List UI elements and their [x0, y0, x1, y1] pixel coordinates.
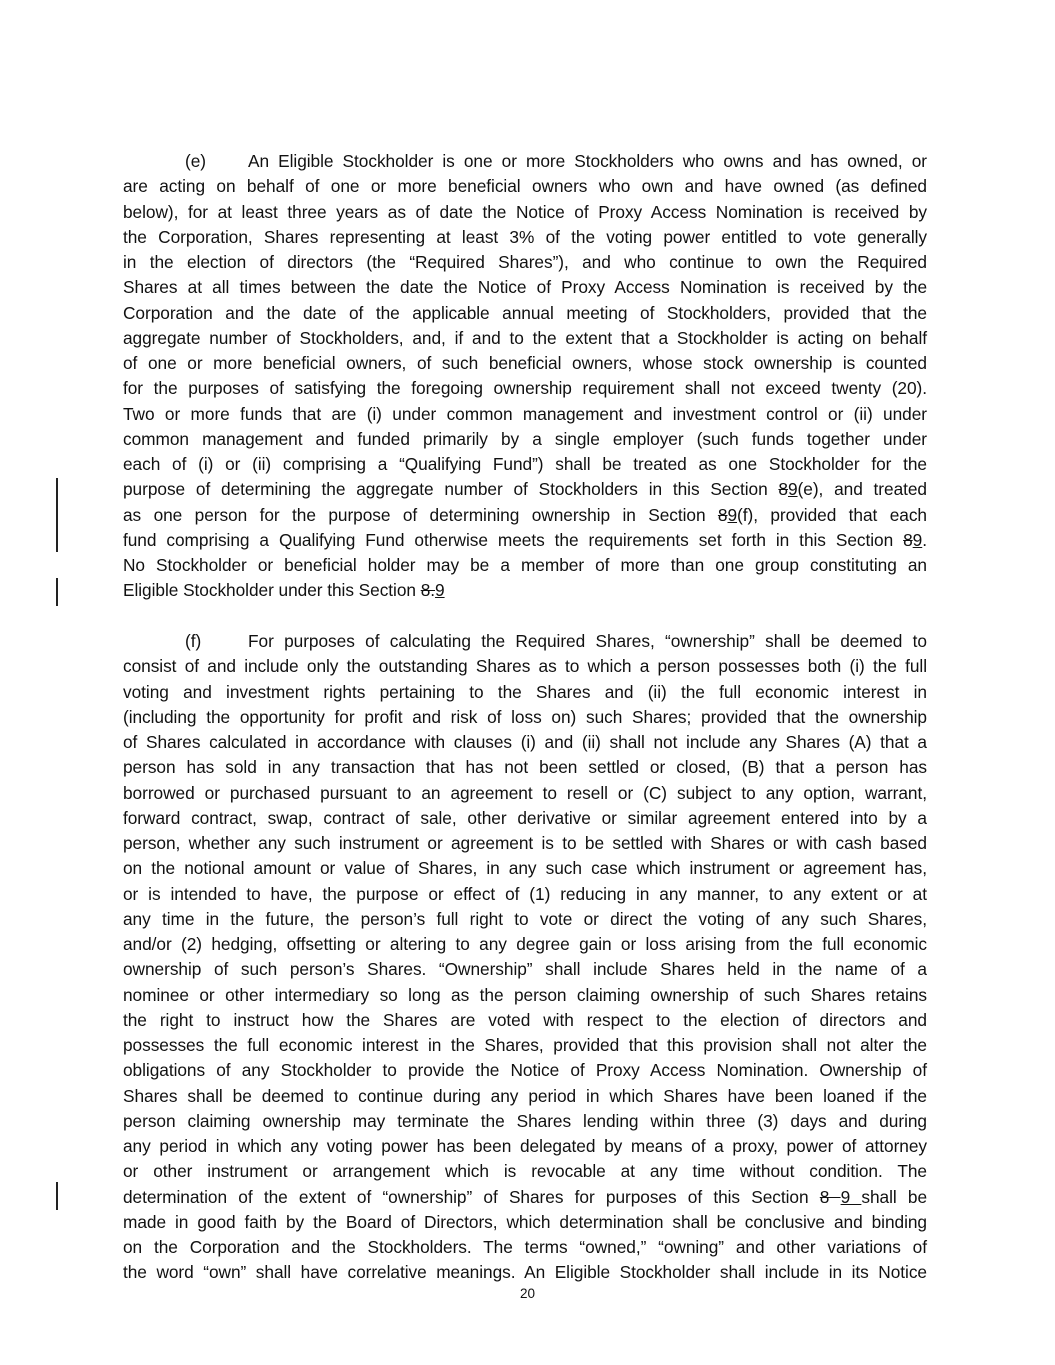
text-line: each of (i) or (ii) comprising a “Qualifying Fund”) shall be treated as one Stockholder for the: [123, 454, 927, 474]
text-line: possesses the full economic interest in the Shares, provided that this provision shall not alter the: [123, 1035, 927, 1055]
text-line: person, whether any such instrument or agreement is to be settled with Shares or with cash based: [123, 833, 927, 853]
text-line: Two or more funds that are (i) under common management and investment control or (ii) under: [123, 403, 927, 424]
text-line: consist of and include only the outstanding Shares as to which a person possesses both (i) the full: [123, 656, 927, 677]
inserted-text: 9: [912, 529, 923, 550]
text-line: or is intended to have, the purpose or effect of (1) reducing in any manner, to any extent or at: [123, 883, 927, 904]
page-number: 20: [519, 1286, 536, 1301]
text-line: the right to instruct how the Shares are voted with respect to the election of directors and: [123, 1009, 927, 1030]
text-line: the word “own” shall have correlative meanings. An Eligible Stockholder shall include in its Notice: [123, 1262, 927, 1283]
text-line: Shares at all times between the date the Notice of Proxy Access Nomination is received by the: [123, 277, 927, 298]
text-line: voting and investment rights pertaining to the Shares and (ii) the full economic interest in: [123, 681, 927, 702]
text-line: aggregate number of Stockholders, and, if and to the extent that a Stockholder is acting on behalf: [123, 327, 927, 348]
text-line: obligations of any Stockholder to provide the Notice of Proxy Access Nomination. Ownership of: [123, 1060, 927, 1081]
text-line: of one or more beneficial owners, of such beneficial owners, whose stock ownership is counted: [123, 353, 927, 373]
text-line: below), for at least three years as of date the Notice of Proxy Access Nomination is received by: [123, 201, 927, 222]
text-line: borrowed or purchased pursuant to an agreement to resell or (C) subject to any option, warrant,: [123, 782, 927, 803]
text-line: any period in which any voting power has been delegated by means of a proxy, power of attorney: [123, 1136, 927, 1156]
text-line: (f) For purposes of calculating the Required Shares, “ownership” shall be deemed to: [123, 629, 927, 654]
text-line: or other instrument or arrangement which is revocable at any time without condition. The: [123, 1161, 927, 1182]
text-line: Eligible Stockholder under this Section 8.9: [123, 580, 445, 601]
inserted-text: 9: [727, 504, 738, 525]
text-line: forward contract, swap, contract of sale, other derivative or similar agreement entered into by a: [123, 807, 927, 828]
inserted-text: 9: [840, 1186, 862, 1207]
text-line: as one person for the purpose of determining ownership in Section 89(f), provided that each: [123, 504, 927, 525]
text-line: and/or (2) hedging, offsetting or altering to any degree gain or loss arising from the full economic: [123, 934, 927, 954]
text-line: ownership of such person’s Shares. “Ownership” shall include Shares held in the name of a: [123, 959, 927, 980]
text-line: person claiming ownership may terminate the Shares lending within three (3) days and during: [123, 1110, 927, 1131]
text-line: Shares shall be deemed to continue during any period in which Shares have been loaned if the: [123, 1085, 927, 1106]
inserted-text: 9: [435, 580, 445, 601]
text-line: person has sold in any transaction that has not been settled or closed, (B) that a person has: [123, 757, 927, 778]
text-line: the Corporation, Shares representing at least 3% of the voting power entitled to vote generally: [123, 226, 927, 247]
change-bar: [56, 578, 58, 606]
text-line: purpose of determining the aggregate number of Stockholders in this Section 89(e), and treated: [123, 479, 927, 500]
text-line: are acting on behalf of one or more beneficial owners who own and have owned (as defined: [123, 176, 927, 197]
change-bar: [56, 478, 58, 552]
text-line: (e) An Eligible Stockholder is one or more Stockholders who owns and has owned, or: [123, 149, 927, 174]
text-line: in the election of directors (the “Required Shares”), and who continue to own the Required: [123, 252, 927, 272]
paragraph-label: (f): [185, 631, 202, 651]
text-line: determination of the extent of “ownership” of Shares for purposes of this Section 8 9 shall be: [123, 1186, 928, 1207]
text-line: of Shares calculated in accordance with clauses (i) and (ii) shall not include any Shares (A) that a: [123, 732, 927, 752]
deleted-text: 8: [903, 529, 913, 550]
text-line: No Stockholder or beneficial holder may be a member of more than one group constituting an: [123, 555, 927, 575]
text-line: on the notional amount or value of Shares, in any such case which instrument or agreement has,: [123, 858, 927, 879]
paragraph-e: [123, 149, 927, 604]
deleted-text: 8: [819, 1186, 841, 1207]
text-line: common management and funded primarily by a single employer (such funds together under: [123, 428, 927, 449]
text-line: Corporation and the date of the applicable annual meeting of Stockholders, provided that the: [123, 302, 927, 323]
text-line: any time in the future, the person’s full right to vote or direct the voting of any such Shares,: [123, 908, 927, 929]
text-line: fund comprising a Qualifying Fund otherwise meets the requirements set forth in this Section 89.: [123, 529, 927, 550]
text-line: for the purposes of satisfying the foregoing ownership requirement shall not exceed twenty (20).: [123, 378, 927, 399]
text-line: nominee or other intermediary so long as the person claiming ownership of such Shares retains: [123, 984, 927, 1005]
text-line: made in good faith by the Board of Directors, which determination shall be conclusive and binding: [123, 1211, 927, 1232]
deleted-text: 8: [778, 479, 788, 500]
deleted-text: 8.: [420, 580, 436, 601]
text-line: (including the opportunity for profit and risk of loss on) such Shares; provided that the ownership: [123, 706, 927, 727]
paragraph-f: [123, 629, 927, 1286]
text-line: on the Corporation and the Stockholders. The terms “owned,” “owning” and other variations of: [123, 1237, 927, 1257]
deleted-text: 8: [717, 504, 728, 525]
change-bar: [56, 1182, 58, 1210]
paragraph-label: (e): [185, 151, 206, 171]
inserted-text: 9: [787, 479, 798, 500]
